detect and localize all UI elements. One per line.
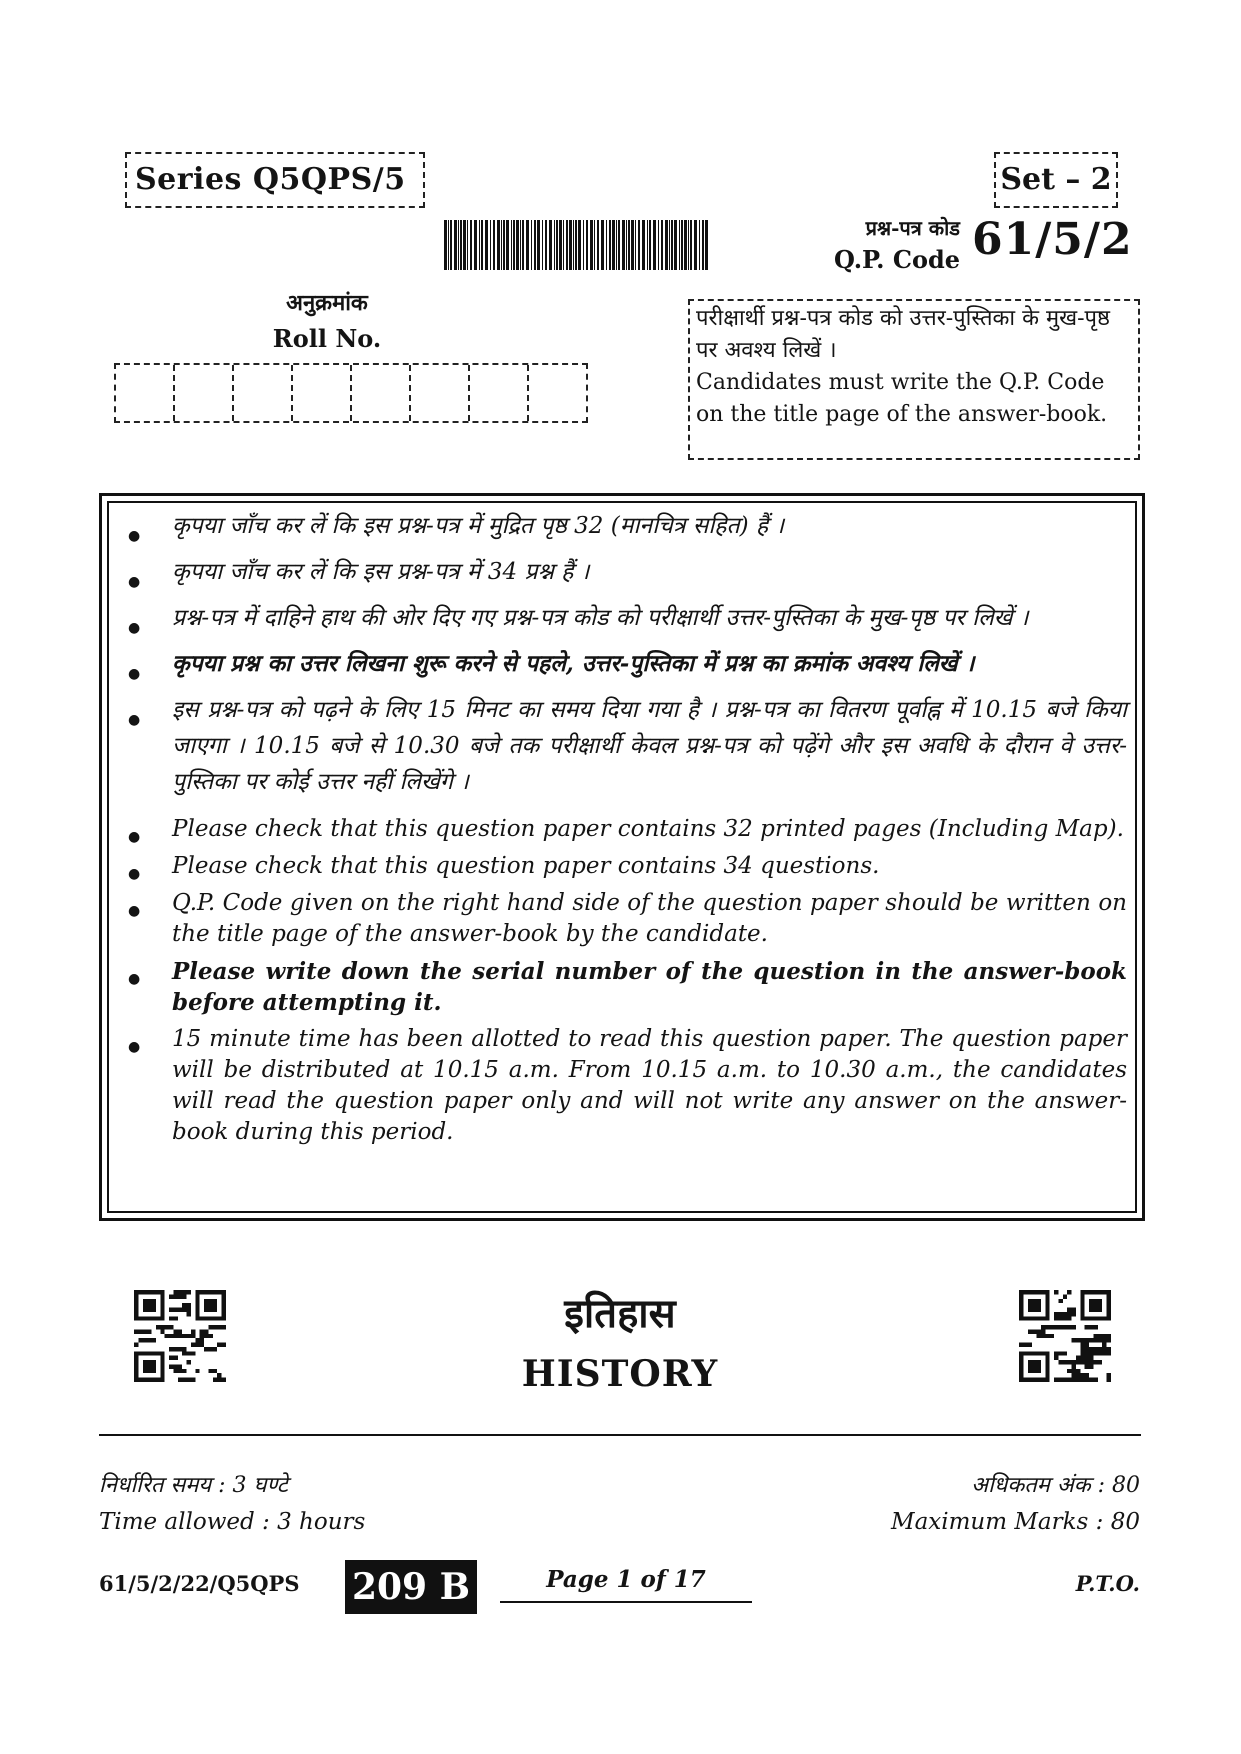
- roll-no-digit-box[interactable]: [352, 365, 411, 421]
- roll-no-digit-box[interactable]: [175, 365, 234, 421]
- instruction-item: ● कृपया जाँच कर लें कि इस प्रश्न-पत्र में मुद्रित पृष्ठ 32 (मानचित्र सहित) हैं ।: [122, 508, 1127, 544]
- instruction-item: ● कृपया जाँच कर लें कि इस प्रश्न-पत्र में 34 प्रश्न हैं ।: [122, 554, 1127, 590]
- barcode: [444, 220, 712, 270]
- instruction-item: ● Please check that this question paper contains 34 questions.: [122, 851, 1127, 882]
- instruction-item: ● कृपया प्रश्न का उत्तर लिखना शुरू करने से पहले, उत्तर-पुस्तिका में प्रश्न का क्रमांक अवश्य लिखें ।: [122, 646, 1127, 682]
- instruction-item: ● Please write down the serial number of the question in the answer-book before attempting it.: [122, 956, 1127, 1018]
- page-number: Page 1 of 17: [500, 1566, 752, 1603]
- paper-badge: 209 B: [345, 1560, 477, 1614]
- series-box: [125, 152, 425, 208]
- instruction-item: ● Q.P. Code given on the right hand side of the question paper should be written on the title page of the answer-book by the candidate.: [122, 888, 1127, 950]
- set-label: Set – 2: [1000, 162, 1112, 197]
- instructions-list: [122, 508, 1127, 1154]
- roll-no-label-hindi: अनुक्रमांक: [286, 290, 368, 316]
- series-label: Series Q5QPS/5: [135, 162, 406, 197]
- roll-no-digit-box[interactable]: [529, 365, 586, 421]
- subject-title: HISTORY: [521, 1353, 719, 1395]
- notice-hindi: परीक्षार्थी प्रश्न-पत्र कोड को उत्तर-पुस्तिका के मुख-पृष्ठ पर अवश्य लिखें ।: [696, 306, 1110, 363]
- roll-no-label: Roll No.: [272, 324, 382, 353]
- maximum-marks: Maximum Marks : 80: [891, 1509, 1140, 1535]
- roll-no-digit-box[interactable]: [470, 365, 529, 421]
- maximum-marks-hindi: अधिकतम अंक : 80: [971, 1473, 1140, 1498]
- qp-code-label: Q.P. Code: [833, 245, 960, 274]
- instruction-item: ● Please check that this question paper contains 32 printed pages (Including Map).: [122, 814, 1127, 845]
- divider: [99, 1434, 1141, 1436]
- notice-english: Candidates must write the Q.P. Code on the title page of the answer-book.: [696, 370, 1108, 427]
- candidate-notice: [688, 299, 1140, 460]
- roll-no-digit-box[interactable]: [234, 365, 293, 421]
- instruction-item: ● प्रश्न-पत्र में दाहिने हाथ की ओर दिए गए प्रश्न-पत्र कोड को परीक्षार्थी उत्तर-पुस्तिका के मुख-पृष्ठ पर लिखें ।: [122, 600, 1127, 636]
- qp-code-label-hindi: प्रश्न-पत्र कोड: [865, 216, 960, 240]
- qr-code-icon: [1019, 1290, 1111, 1382]
- roll-no-digit-box[interactable]: [411, 365, 470, 421]
- set-box: [994, 152, 1118, 208]
- qp-code: 61/5/2: [972, 214, 1133, 265]
- instruction-item: ● 15 minute time has been allotted to read this question paper. The question paper will be distributed at 10.15 a.m. From 10.15 a.m. to 10.30 a.m., the candidates will read the question paper only and will not write any answer on the answer-book during this period.: [122, 1024, 1127, 1148]
- roll-no-digit-box[interactable]: [116, 365, 175, 421]
- time-allowed-hindi: निर्धारित समय : 3 घण्टे: [99, 1473, 288, 1498]
- pto-label: P.T.O.: [1075, 1571, 1140, 1596]
- roll-no-digit-box[interactable]: [293, 365, 352, 421]
- subject-title-hindi: इतिहास: [564, 1290, 676, 1337]
- time-allowed: Time allowed : 3 hours: [99, 1509, 366, 1535]
- instruction-item: ● इस प्रश्न-पत्र को पढ़ने के लिए 15 मिनट का समय दिया गया है । प्रश्न-पत्र का वितरण पूर्वाह्न में 10.15 बजे किया जाएगा । 10.15 बजे से 10.30 बजे तक परीक्षार्थी केवल प्रश्न-पत्र को पढ़ेंगे और इस अवधि के दौरान वे उत्तर-पुस्तिका पर कोई उत्तर नहीं लिखेंगे ।: [122, 692, 1127, 800]
- footer-paper-code: 61/5/2/22/Q5QPS: [99, 1571, 300, 1596]
- roll-no-boxes: [114, 363, 588, 423]
- qr-code-icon: [134, 1290, 226, 1382]
